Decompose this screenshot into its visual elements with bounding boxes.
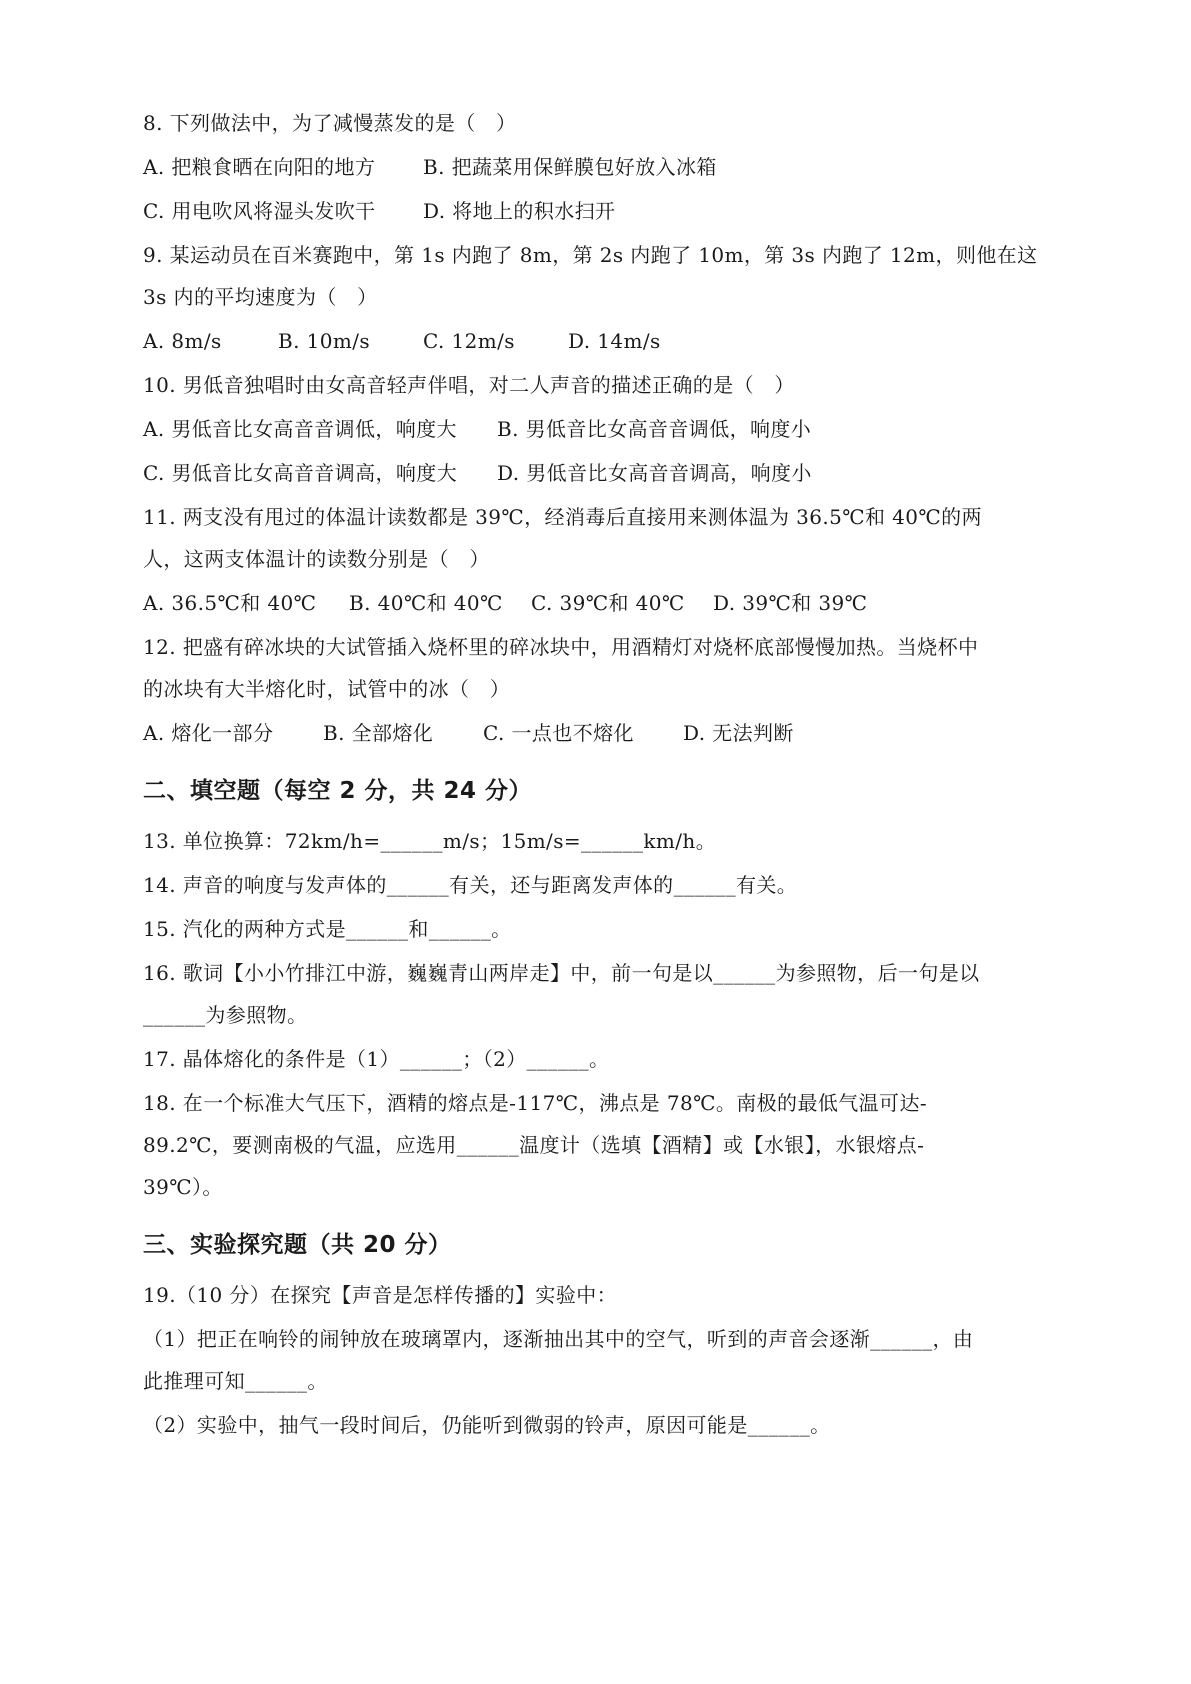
question-9-stem-line2: 3s 内的平均速度为（ ）	[143, 285, 378, 309]
question-19-part2: （2）实验中，抽气一段时间后，仍能听到微弱的铃声，原因可能是______。	[143, 1413, 831, 1437]
question-11-stem-line1: 11. 两支没有甩过的体温计读数都是 39℃，经消毒后直接用来测体温为 36.5℃和 40℃的两	[143, 505, 982, 529]
question-18-line2: 89.2℃，要测南极的气温，应选用______温度计（选填【酒精】或【水银】，水银熔点-	[143, 1133, 925, 1157]
question-9-option-b: B. 10m/s	[278, 329, 371, 353]
question-8-options-row2	[143, 198, 1063, 224]
question-8-options-row1	[143, 154, 1063, 180]
exam-page	[143, 110, 1063, 1456]
question-12-option-d: D. 无法判断	[683, 721, 794, 745]
question-10-option-d: D. 男低音比女高音音调高，响度小	[497, 461, 812, 485]
question-19-part1-line2: 此推理可知______。	[143, 1369, 328, 1393]
question-10-option-b: B. 男低音比女高音音调低，响度小	[497, 417, 812, 441]
question-10-option-a: A. 男低音比女高音音调低，响度大	[143, 417, 457, 441]
question-9-options	[143, 328, 1063, 354]
question-9-option-a: A. 8m/s	[143, 329, 222, 353]
question-16-line2: ______为参照物。	[143, 1003, 308, 1027]
question-10-options-row1	[143, 416, 1063, 442]
question-11-option-b: B. 40℃和 40℃	[349, 591, 503, 615]
question-8-option-a: A. 把粮食晒在向阳的地方	[143, 155, 376, 179]
question-8-option-b: B. 把蔬菜用保鲜膜包好放入冰箱	[423, 155, 717, 179]
question-18-line3: 39℃）。	[143, 1175, 223, 1199]
question-17: 17. 晶体熔化的条件是（1）______；（2）______。	[143, 1047, 610, 1071]
question-11-option-d: D. 39℃和 39℃	[713, 591, 868, 615]
question-12-option-b: B. 全部熔化	[323, 721, 434, 745]
question-12-stem-line1: 12. 把盛有碎冰块的大试管插入烧杯里的碎冰块中，用酒精灯对烧杯底部慢慢加热。当烧杯中	[143, 635, 979, 659]
question-16-line1: 16. 歌词【小小竹排江中游，巍巍青山两岸走】中，前一句是以______为参照物，后一句是以	[143, 961, 980, 985]
section-3-title: 三、实验探究题（共 20 分）	[143, 1232, 452, 1258]
question-10-options-row2	[143, 460, 1063, 486]
question-15: 15. 汽化的两种方式是______和______。	[143, 917, 512, 941]
question-19-stem: 19.（10 分）在探究【声音是怎样传播的】实验中：	[143, 1283, 618, 1307]
question-12-option-c: C. 一点也不熔化	[483, 721, 634, 745]
question-14: 14. 声音的响度与发声体的______有关，还与距离发声体的______有关。	[143, 873, 798, 897]
question-10-option-c: C. 男低音比女高音音调高，响度大	[143, 461, 458, 485]
question-13: 13. 单位换算：72km/h=______m/s；15m/s=______km/h。	[143, 829, 717, 853]
question-9-option-d: D. 14m/s	[568, 329, 661, 353]
question-11-options	[143, 590, 1063, 616]
question-9-stem-line1: 9. 某运动员在百米赛跑中，第 1s 内跑了 8m，第 2s 内跑了 10m，第 3s 内跑了 12m，则他在这	[143, 243, 1038, 267]
question-19-part1-line1: （1）把正在响铃的闹钟放在玻璃罩内，逐渐抽出其中的空气，听到的声音会逐渐______，由	[143, 1327, 974, 1351]
question-10-stem: 10. 男低音独唱时由女高音轻声伴唱，对二人声音的描述正确的是（ ）	[143, 373, 795, 397]
question-11-stem-line2: 人，这两支体温计的读数分别是（ ）	[143, 547, 490, 571]
question-8-option-c: C. 用电吹风将湿头发吹干	[143, 199, 376, 223]
question-12-stem-line2: 的冰块有大半熔化时，试管中的冰（ ）	[143, 677, 511, 701]
question-11-option-a: A. 36.5℃和 40℃	[143, 591, 317, 615]
question-18-line1: 18. 在一个标准大气压下，酒精的熔点是-117℃，沸点是 78℃。南极的最低气温可达-	[143, 1091, 928, 1115]
question-8-stem: 8. 下列做法中，为了减慢蒸发的是（ ）	[143, 111, 517, 135]
question-12-option-a: A. 熔化一部分	[143, 721, 274, 745]
question-8-option-d: D. 将地上的积水扫开	[423, 199, 616, 223]
question-12-options	[143, 720, 1063, 746]
section-2-title: 二、填空题（每空 2 分，共 24 分）	[143, 778, 533, 804]
question-9-option-c: C. 12m/s	[423, 329, 515, 353]
question-11-option-c: C. 39℃和 40℃	[531, 591, 685, 615]
